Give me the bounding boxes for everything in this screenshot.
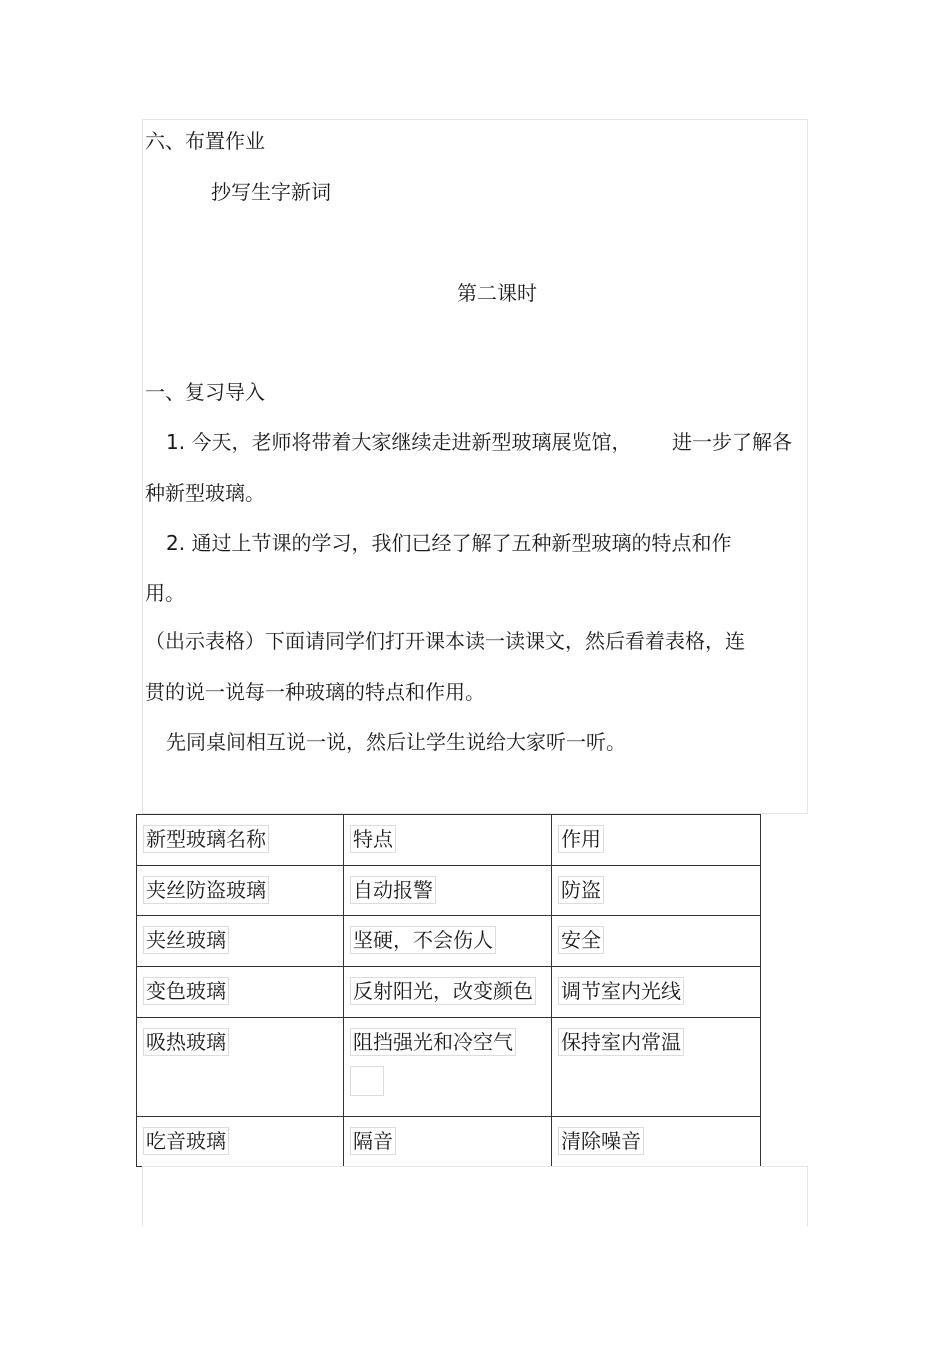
table-cell xyxy=(137,866,344,916)
review-paragraph-1c: 种新型玻璃。 xyxy=(145,481,265,505)
glass-feature: 隔音 xyxy=(350,1127,396,1155)
header-name: 新型玻璃名称 xyxy=(143,825,269,853)
review-paragraph-1b: 进一步了解各 xyxy=(672,430,792,454)
table-cell xyxy=(344,916,552,967)
review-paragraph-1a: 1. 今天，老师将带着大家继续走进新型玻璃展览馆， xyxy=(166,430,632,454)
table-cell xyxy=(552,916,761,967)
table-header-row xyxy=(137,815,761,866)
table-row xyxy=(137,1117,761,1167)
review-paragraph-2b: 用。 xyxy=(145,581,185,605)
glass-table xyxy=(136,814,761,1167)
table-cell xyxy=(552,1117,761,1167)
glass-name: 夹丝玻璃 xyxy=(143,926,229,954)
table-cell xyxy=(344,866,552,916)
table-cell xyxy=(552,967,761,1018)
table-cell xyxy=(344,1018,552,1117)
page-frame-top xyxy=(142,119,808,814)
review-paragraph-3b: 贯的说一说每一种玻璃的特点和作用。 xyxy=(145,680,485,704)
table-cell xyxy=(344,967,552,1018)
glass-name: 吸热玻璃 xyxy=(143,1028,229,1056)
table-cell xyxy=(137,1117,344,1167)
glass-function: 安全 xyxy=(558,926,604,954)
page-frame-bottom xyxy=(142,1166,808,1226)
glass-feature: 阻挡强光和冷空气 xyxy=(350,1028,516,1056)
table-cell xyxy=(137,1018,344,1117)
table-cell xyxy=(552,866,761,916)
table-row xyxy=(137,916,761,967)
header-feature: 特点 xyxy=(350,825,396,853)
glass-name: 夹丝防盗玻璃 xyxy=(143,876,269,904)
glass-feature: 反射阳光，改变颜色 xyxy=(350,977,536,1005)
table-row xyxy=(137,1018,761,1117)
table-header-cell xyxy=(552,815,761,866)
table-header-cell xyxy=(137,815,344,866)
empty-box xyxy=(350,1066,384,1096)
table-cell xyxy=(344,1117,552,1167)
table-row xyxy=(137,967,761,1018)
review-paragraph-3a: （出示表格）下面请同学们打开课本读一读课文，然后看着表格，连 xyxy=(145,629,745,653)
lesson-title: 第二课时 xyxy=(457,281,537,305)
table-header-cell xyxy=(344,815,552,866)
glass-feature: 自动报警 xyxy=(350,876,436,904)
table-cell xyxy=(137,967,344,1018)
glass-function: 防盗 xyxy=(558,876,604,904)
review-paragraph-2a: 2. 通过上节课的学习，我们已经了解了五种新型玻璃的特点和作 xyxy=(166,531,732,555)
review-paragraph-4: 先同桌间相互说一说，然后让学生说给大家听一听。 xyxy=(166,730,626,754)
glass-function: 清除噪音 xyxy=(558,1127,644,1155)
homework-heading: 六、布置作业 xyxy=(145,129,265,153)
table-row xyxy=(137,866,761,916)
glass-function: 保持室内常温 xyxy=(558,1028,684,1056)
glass-feature: 坚硬，不会伤人 xyxy=(350,926,496,954)
glass-name: 变色玻璃 xyxy=(143,977,229,1005)
table-cell xyxy=(137,916,344,967)
glass-name: 吃音玻璃 xyxy=(143,1127,229,1155)
homework-task: 抄写生字新词 xyxy=(211,180,331,204)
table-cell xyxy=(552,1018,761,1117)
glass-function: 调节室内光线 xyxy=(558,977,684,1005)
review-heading: 一、复习导入 xyxy=(145,380,265,404)
header-function: 作用 xyxy=(558,825,604,853)
